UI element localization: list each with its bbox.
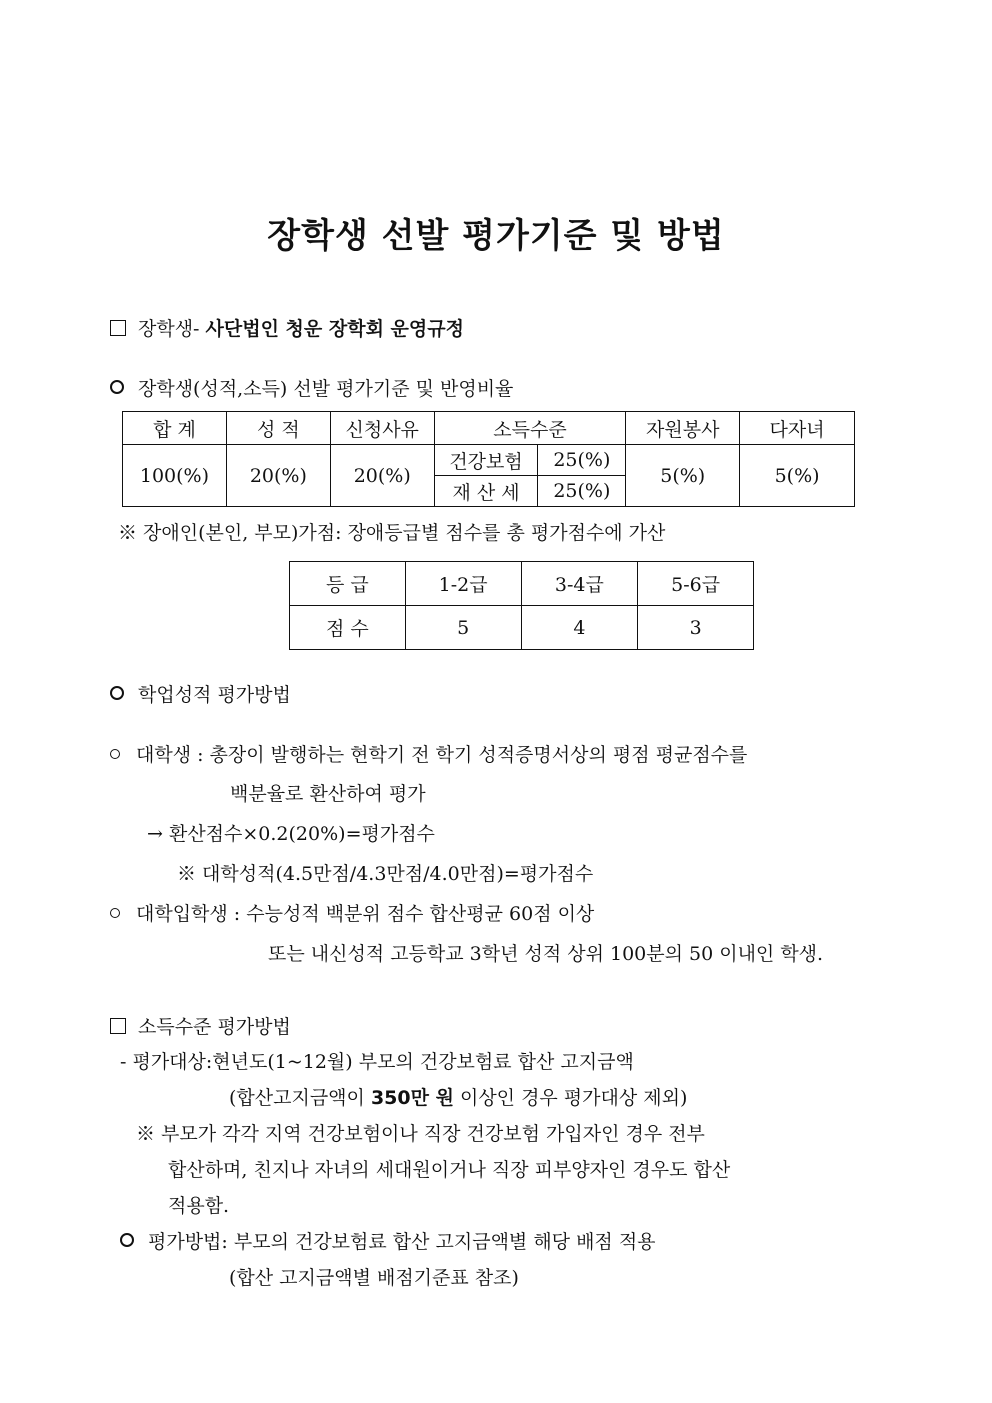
- cell-grade: 20(%): [226, 445, 330, 507]
- section-academic-heading: [110, 680, 291, 707]
- income-method: [120, 1227, 656, 1254]
- section-heading-text: 소득수준 평가방법: [138, 1016, 291, 1038]
- circle-bullet-icon: [110, 686, 124, 700]
- cell-income-value: 25(%): [538, 476, 626, 507]
- disability-score-table: [289, 561, 754, 650]
- income-note-line3: 적용함.: [168, 1195, 230, 1217]
- exclusion-amount: 350만 원: [370, 1087, 454, 1109]
- income-note-line2: 합산하며, 친지나 자녀의 세대원이거나 직장 피부양자인 경우도 합산: [168, 1159, 731, 1181]
- univ-student-line: [110, 740, 747, 767]
- checkbox-square-icon: [110, 1018, 126, 1034]
- entrant-line1-text: 대학입학생 : 수능성적 백분위 점수 합산평균 60점 이상: [136, 903, 595, 925]
- entrant-line2: 또는 내신성적 고등학교 3학년 성적 상위 100분의 50 이내인 학생.: [268, 943, 824, 965]
- section-scholarship-rule: [110, 314, 464, 341]
- cell-grade-range: 1-2급: [405, 562, 521, 606]
- cell-income-value: 25(%): [538, 445, 626, 476]
- disabled-bonus-note: ※ 장애인(본인, 부모)가점: 장애등급별 점수를 총 평가점수에 가산: [118, 522, 666, 544]
- section-income-heading: [110, 1012, 291, 1039]
- cell-score-value: 5: [405, 606, 521, 650]
- univ-formula: → 환산점수×0.2(20%)=평가점수: [147, 823, 435, 845]
- checkbox-square-icon: [110, 320, 126, 336]
- cell-grade-label: 등 급: [290, 562, 406, 606]
- section-bold-text: 사단법인 청운 장학회 운영규정: [205, 318, 464, 340]
- income-method-sub: (합산 고지금액별 배점기준표 참조): [229, 1267, 519, 1289]
- header-total: 합 계: [123, 412, 227, 445]
- section-criteria-heading: [110, 374, 513, 401]
- page-title: 장학생 선발 평가기준 및 방법: [267, 216, 725, 256]
- cell-income-label: 건강보험: [434, 445, 538, 476]
- header-children: 다자녀: [740, 412, 855, 445]
- cell-total: 100(%): [123, 445, 227, 507]
- income-method-text: 평가방법: 부모의 건강보험료 합산 고지금액별 해당 배점 적용: [148, 1231, 656, 1253]
- header-grade: 성 적: [226, 412, 330, 445]
- income-note-line1: ※ 부모가 각각 지역 건강보험이나 직장 건강보험 가입자인 경우 전부: [136, 1123, 705, 1145]
- section-heading-text: 학업성적 평가방법: [138, 684, 291, 706]
- header-volunteer: 자원봉사: [626, 412, 740, 445]
- small-circle-bullet-icon: [110, 908, 120, 918]
- cell-score-label: 점 수: [290, 606, 406, 650]
- criteria-table: [122, 411, 855, 507]
- header-reason: 신청사유: [330, 412, 434, 445]
- cell-grade-range: 5-6급: [638, 562, 754, 606]
- section-prefix: 장학생-: [138, 318, 206, 340]
- section-heading-text: 장학생(성적,소득) 선발 평가기준 및 반영비율: [138, 378, 514, 400]
- cell-income-label: 재 산 세: [434, 476, 538, 507]
- circle-bullet-icon: [110, 380, 124, 394]
- cell-volunteer: 5(%): [626, 445, 740, 507]
- univ-note: ※ 대학성적(4.5만점/4.3만점/4.0만점)=평가점수: [177, 863, 594, 885]
- cell-reason: 20(%): [330, 445, 434, 507]
- cell-score-value: 3: [638, 606, 754, 650]
- exclusion-post: 이상인 경우 평가대상 제외): [453, 1087, 688, 1109]
- circle-bullet-icon: [120, 1233, 134, 1247]
- income-exclusion: [229, 1083, 687, 1110]
- header-income: 소득수준: [434, 412, 626, 445]
- univ-line1-text: 대학생 : 총장이 발행하는 현학기 전 학기 성적증명서상의 평점 평균점수를: [136, 744, 748, 766]
- cell-grade-range: 3-4급: [521, 562, 638, 606]
- cell-score-value: 4: [521, 606, 638, 650]
- univ-line2: 백분율로 환산하여 평가: [230, 783, 426, 805]
- entrant-line: [110, 899, 594, 926]
- small-circle-bullet-icon: [110, 749, 120, 759]
- income-target: - 평가대상:현년도(1~12월) 부모의 건강보험료 합산 고지금액: [120, 1051, 634, 1073]
- cell-children: 5(%): [740, 445, 855, 507]
- exclusion-pre: (합산고지금액이: [229, 1087, 371, 1109]
